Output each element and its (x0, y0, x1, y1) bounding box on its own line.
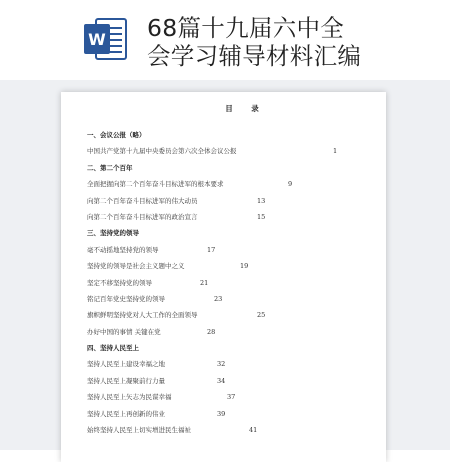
toc-entry-label: 始终坚持人民至上切实增进民生福祉 (87, 426, 191, 435)
toc-entry-label: 四、坚持人民至上 (87, 344, 139, 353)
toc-title: 目 录 (225, 104, 267, 113)
toc-page-number: 41 (249, 426, 258, 435)
toc-entry-label: 二、第二个百年 (87, 163, 133, 172)
toc-entry (87, 406, 367, 422)
toc-entry-label: 坚持党的领导是社会主义题中之义 (87, 262, 185, 271)
toc-page-number: 21 (200, 278, 209, 287)
toc-page-number: 1 (333, 147, 338, 156)
toc-entry-label: 旗帜鲜明坚持党对人大工作的全面领导 (87, 311, 198, 320)
toc-entry (87, 291, 367, 307)
toc-entry (87, 373, 367, 389)
toc-entry-label: 中国共产党第十九届中央委员会第六次全体会议公报 (87, 147, 237, 156)
toc-page-number: 19 (240, 262, 249, 271)
toc-entry (87, 422, 367, 438)
toc-section-heading (87, 160, 367, 176)
document-page (61, 92, 386, 462)
toc-entry (87, 242, 367, 258)
toc-section-heading (87, 225, 367, 241)
toc-page-number: 34 (217, 376, 226, 385)
toc-entry-label: 铭记百年党史坚持党的领导 (87, 294, 165, 303)
toc-entry (87, 209, 367, 225)
toc-page-number: 13 (257, 196, 266, 205)
svg-text:W: W (88, 30, 106, 49)
toc-page-number: 9 (288, 180, 293, 189)
toc-entry-label: 坚持人民至上建设幸福之地 (87, 360, 165, 369)
toc-entry-label: 全面把握向第二个百年奋斗目标进军的根本要求 (87, 180, 224, 189)
toc-entry (87, 389, 367, 405)
toc-entry (87, 143, 367, 159)
word-document-icon (82, 15, 130, 63)
toc-entry-label: 办好中国的事情 关键在党 (87, 327, 161, 336)
header-title-line-2: 会学习辅导材料汇编 (147, 42, 362, 70)
toc-page-number: 28 (207, 327, 216, 336)
toc-page-number: 23 (214, 294, 223, 303)
toc-entry-label: 坚持人民至上矢志为民谋幸福 (87, 393, 172, 402)
toc-entry-label: 向第二个百年奋斗目标进军的伟大动员 (87, 196, 198, 205)
toc-entry-label: 三、坚持党的领导 (87, 229, 139, 238)
toc-page-number: 32 (217, 360, 226, 369)
toc-entry (87, 356, 367, 372)
toc-entry (87, 193, 367, 209)
header-title-line-1: 68篇十九届六中全 (147, 14, 345, 42)
toc-page-number: 15 (257, 212, 266, 221)
toc-entry (87, 176, 367, 192)
toc-page-number: 37 (227, 393, 236, 402)
toc-entry-label: 坚持人民至上再创新的伟业 (87, 409, 165, 418)
header (0, 0, 450, 78)
toc-list (87, 127, 367, 438)
toc-page-number: 17 (207, 245, 216, 254)
toc-page-number: 25 (257, 311, 266, 320)
toc-entry-label: 坚持人民至上凝聚前行力量 (87, 376, 165, 385)
toc-entry (87, 307, 367, 323)
toc-section-heading (87, 127, 367, 143)
toc-entry-label: 坚定不移坚持党的领导 (87, 278, 152, 287)
toc-entry (87, 324, 367, 340)
toc-entry-label: 毫不动摇地坚持党的领导 (87, 245, 159, 254)
toc-entry (87, 258, 367, 274)
toc-entry-label: 一、会议公报（略） (87, 131, 146, 139)
header-title (147, 14, 361, 70)
toc-section-heading (87, 340, 367, 356)
toc-entry-label: 向第二个百年奋斗目标进军的政治宣言 (87, 212, 198, 221)
toc-page-number: 39 (217, 409, 226, 418)
toc-entry (87, 275, 367, 291)
